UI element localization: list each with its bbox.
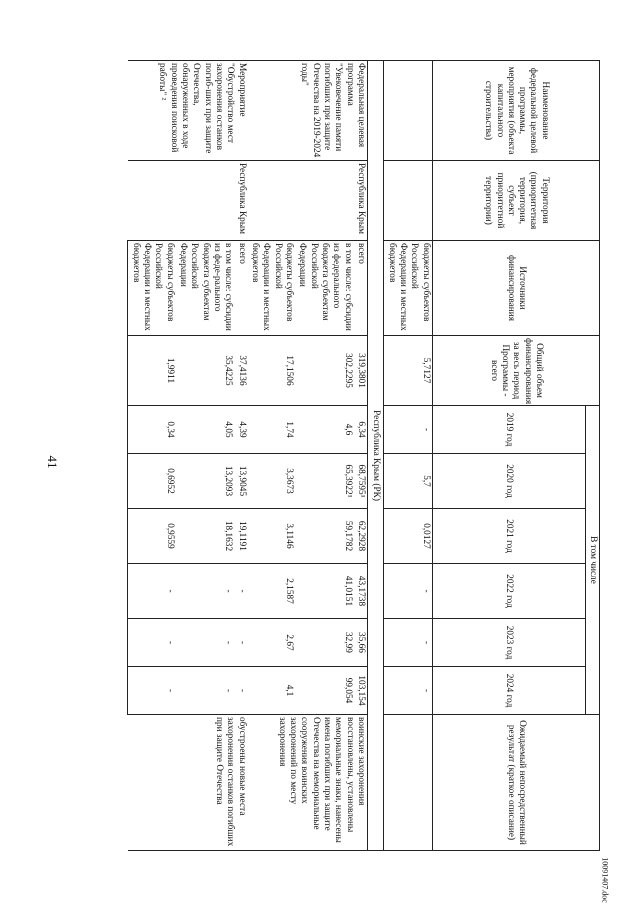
cell-2024: -	[128, 667, 176, 715]
header-row-1	[585, 61, 599, 851]
cell-program: Мероприятие "Обустройство мест захоронения останков погиб-ших при защите Отечества, обнаруженных в ходе проведения поисковой работы" ²	[128, 61, 248, 161]
cell-2024: -	[384, 667, 432, 715]
cell-empty	[384, 715, 432, 851]
cell-2021: 18,1632	[176, 509, 235, 564]
cell-2023: -	[128, 619, 176, 667]
cell-2023: -	[384, 619, 432, 667]
cell-2022: -	[234, 564, 247, 619]
cell-total: 35,4225	[176, 336, 235, 406]
header-total: Общий объем финансирования за весь период Программы - всего	[432, 336, 599, 406]
cell-source: всего	[234, 241, 247, 336]
cell-2019: 4,6	[295, 406, 354, 454]
cell-2019: 1,74	[248, 406, 295, 454]
header-2023: 2023 год	[432, 619, 585, 667]
cell-territory: Республика Крым	[128, 161, 248, 241]
cell-2020: 5,7	[384, 454, 432, 509]
cell-source: в том числе: субсидии из федерального бюджета субъектам Российской Федерации	[295, 241, 354, 336]
document-code: 10091407.doc	[600, 857, 610, 903]
cell-total: 5,7127	[384, 336, 432, 406]
header-2021: 2021 год	[432, 509, 585, 564]
header-2019: 2019 год	[432, 406, 585, 454]
cell-2019: 4,05	[176, 406, 235, 454]
cell-source: всего	[354, 241, 368, 336]
cell-2020: 65,3922¹	[295, 454, 354, 509]
cell-2021: 0,9559	[128, 509, 176, 564]
cell-empty	[384, 161, 432, 241]
cell-2022: 2,1587	[248, 564, 295, 619]
cell-total: 302,2295	[295, 336, 354, 406]
region-row	[368, 61, 384, 851]
cell-total: 37,4136	[234, 336, 247, 406]
header-territory: Территория (приоритетная территория, субъект приоритетной территории)	[432, 161, 599, 241]
cell-2019: 6,34	[354, 406, 368, 454]
cell-2021: 3,1146	[248, 509, 295, 564]
cell-total: 319,3801	[354, 336, 368, 406]
cell-total: 1,9911	[128, 336, 176, 406]
cell-2024: 4,1	[248, 667, 295, 715]
cell-2024: 99,054	[295, 667, 354, 715]
header-2024: 2024 год	[432, 667, 585, 715]
cell-result: воинские захоронения восстановлены, установлены мемориальные знаки, нанесены имена погибших при защите Отечества на мемориальные сооружения воинских захоронений по месту захоронения	[248, 715, 368, 851]
cell-2019: 4,39	[234, 406, 247, 454]
cell-2022: 43,1738	[354, 564, 368, 619]
cell-2022: -	[176, 564, 235, 619]
cell-2023: -	[234, 619, 247, 667]
header-program: Наименование федеральной целевой программы, мероприятия (объекта капитального строительства)	[432, 61, 599, 161]
header-including: В том числе	[585, 406, 599, 715]
cell-2022: 41,0151	[295, 564, 354, 619]
cell-2020: 13,9045	[234, 454, 247, 509]
cell-2022: -	[384, 564, 432, 619]
cell-2021: 19,1191	[234, 509, 247, 564]
cell-2023: 2,67	[248, 619, 295, 667]
header-result: Ожидаемый непосредственный результат (краткое описание)	[432, 715, 599, 851]
cell-2021: 62,2928	[354, 509, 368, 564]
cell-2019: 0,34	[128, 406, 176, 454]
cell-2023: 35,66	[354, 619, 368, 667]
cell-2020: 13,2093	[176, 454, 235, 509]
cell-2024: -	[234, 667, 247, 715]
cell-2022: -	[128, 564, 176, 619]
financing-table	[127, 60, 600, 851]
cell-total: 17,1506	[248, 336, 295, 406]
table-row	[354, 61, 368, 851]
cell-2020: 0,6952	[128, 454, 176, 509]
cell-source: бюджеты субъектов Российской Федерации и местных бюджетов	[384, 241, 432, 336]
cell-2020: 68,7595¹	[354, 454, 368, 509]
cell-2023: -	[176, 619, 235, 667]
cell-source: бюджеты субъектов Российской Федерации и местных бюджетов	[248, 241, 295, 336]
header-2020: 2020 год	[432, 454, 585, 509]
cell-empty	[384, 61, 432, 161]
cell-2019: -	[384, 406, 432, 454]
header-sources: Источники финансирования	[432, 241, 599, 336]
cell-source: бюджеты субъектов Российской Федерации и местных бюджетов	[128, 241, 176, 336]
cell-2024: -	[176, 667, 235, 715]
header-2022: 2022 год	[432, 564, 585, 619]
cell-program: Федеральная целевая программа "Увековечение памяти погибших при защите Отечества на 2019-2024 годы"	[248, 61, 368, 161]
cell-2021: 59,1782	[295, 509, 354, 564]
cell-source: в том числе: субсидии из феде-рального бюджета субъектам Российской Федерации	[176, 241, 235, 336]
region-header: Республика Крым (РК)	[368, 61, 384, 851]
cell-2021: 0,0127	[384, 509, 432, 564]
table-row-prev	[384, 61, 432, 851]
cell-2024: 103,154	[354, 667, 368, 715]
table-row	[234, 61, 247, 851]
cell-2023: 32,99	[295, 619, 354, 667]
rotated-page-content	[80, 60, 600, 850]
cell-result: обустроены новые места захоронения останков погибших при защите Отечества	[128, 715, 248, 851]
page-number: 41	[45, 455, 60, 469]
cell-territory: Республика Крым	[248, 161, 368, 241]
cell-2020: 3,3673	[248, 454, 295, 509]
